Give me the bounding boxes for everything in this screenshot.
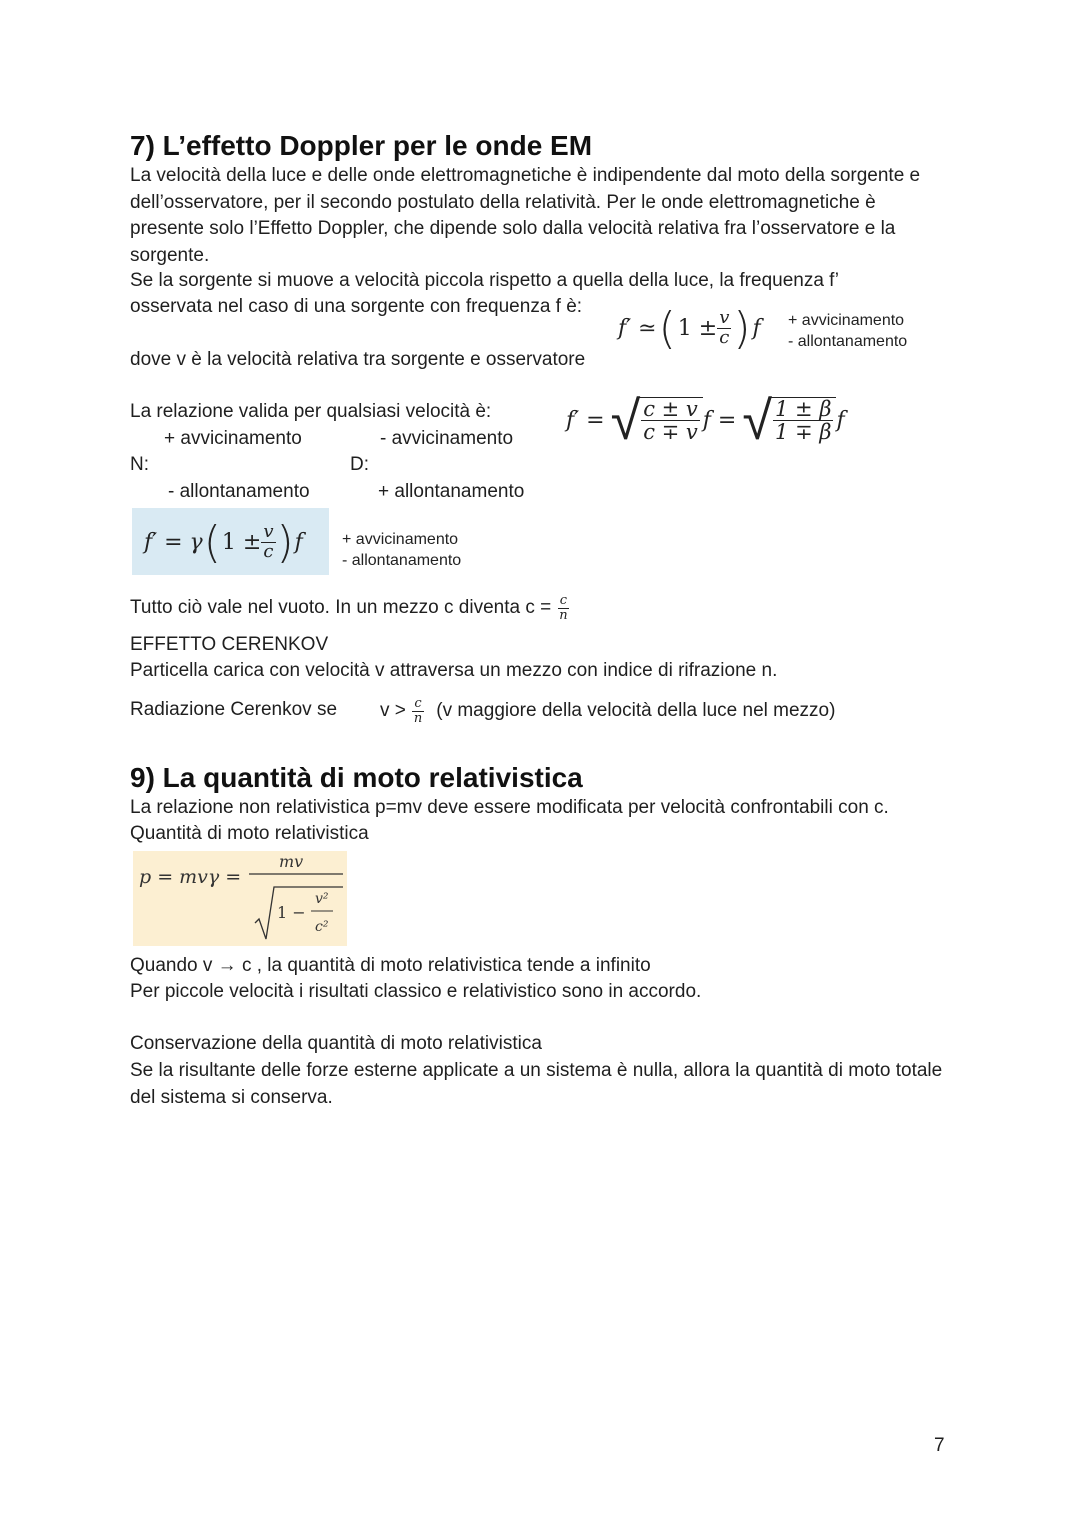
conservation-title: Conservazione della quantità di moto relativistica xyxy=(130,1033,542,1054)
svg-text:1 −: 1 − xyxy=(277,903,306,922)
numerator-minus-label: - allontanamento xyxy=(168,481,310,502)
numerator-plus-label: + avvicinamento xyxy=(164,428,302,449)
denominator-label: D: xyxy=(350,454,369,475)
cerenkov-condition xyxy=(380,697,835,725)
formula-sign-legend xyxy=(342,529,461,571)
section-9-title: 9) La quantità di moto relativistica xyxy=(130,762,583,793)
vacuum-note-text: Tutto ciò vale nel vuoto. In un mezzo c diventa c = xyxy=(130,597,552,619)
relative-velocity-note: dove v è la velocità relativa tra sorgente e osservatore xyxy=(130,349,586,370)
section-7-text-line: osservata nel caso di una sorgente con frequenza f è: xyxy=(130,296,583,317)
formula-sign-legend xyxy=(788,310,907,352)
cerenkov-title: EFFETTO CERENKOV xyxy=(130,634,329,655)
limit-note: Quando v → c , la quantità di moto relativistica tende a infinito xyxy=(130,955,651,976)
gamma-doppler-formula: f′ = γ ( 1 ± $\frac{v}{c}$ ) f xyxy=(144,516,303,568)
cerenkov-condition-text: v > xyxy=(380,700,406,722)
section-7-text-line: Se la sorgente si muove a velocità piccola rispetto a quella della luce, la frequenza f’ xyxy=(130,270,840,291)
sign-plus-label: + avvicinamento xyxy=(788,312,905,329)
cerenkov-text: Particella carica con velocità v attraversa un mezzo con indice di rifrazione n. xyxy=(130,660,778,681)
conservation-text: Se la risultante delle forze esterne applicate a un sistema è nulla, allora la quantità di moto totale del sistema si conserva. xyxy=(130,1060,943,1108)
denominator-plus-label: + allontanamento xyxy=(378,481,525,502)
general-relation-label: La relazione valida per qualsiasi velocità è: xyxy=(130,401,492,422)
c-over-n-fraction: $\frac{c}{n}$ xyxy=(413,696,423,726)
classic-agreement-note: Per piccole velocità i risultati classico e relativistico sono in accordo. xyxy=(130,981,702,1002)
doppler-approx-formula: f′ ≃ ( 1 ± $\frac{v}{c}$ ) f xyxy=(618,302,761,354)
relativistic-momentum-formula xyxy=(133,851,347,946)
section-7-paragraph: La velocità della luce e delle onde elettromagnetiche è indipendente dal moto della sorgente e dell’osservatore, per il secondo postulato della relatività. Per le onde elettromagnetiche è presente solo l’Effetto Doppler, che dipende solo dalla velocità relativa fra l’osservatore e la sorgente. xyxy=(130,165,921,266)
numerator-label: N: xyxy=(130,454,149,475)
sign-minus-label: - allontanamento xyxy=(342,552,462,569)
doppler-exact-formula: f′ = √ $\frac{c \pm v}{c \mp v}$ f = √ $\frac{1 \pm \beta}{1 \mp \beta}$ f xyxy=(566,388,845,452)
svg-text:p = mvγ =: p = mvγ = xyxy=(139,866,242,888)
section-9-text-line: Quantità di moto relativistica xyxy=(130,823,369,844)
section-7-title: 7) L’effetto Doppler per le onde EM xyxy=(130,130,593,161)
svg-text:v²: v² xyxy=(315,891,329,907)
cerenkov-condition-label: Radiazione Cerenkov se xyxy=(130,699,338,720)
svg-text:c²: c² xyxy=(315,919,329,935)
cerenkov-condition-note: (v maggiore della velocità della luce nel mezzo) xyxy=(436,700,836,722)
sign-minus-label: - allontanamento xyxy=(788,333,908,350)
vacuum-note xyxy=(130,594,570,622)
section-9-text-line: La relazione non relativistica p=mv deve essere modificata per velocità confrontabili con c. xyxy=(130,797,889,818)
page-number: 7 xyxy=(934,1435,945,1456)
sign-plus-label: + avvicinamento xyxy=(342,531,459,548)
svg-text:mv: mv xyxy=(279,852,304,871)
gamma-doppler-formula-box xyxy=(132,508,329,575)
relativistic-momentum-formula-box xyxy=(133,851,347,946)
c-over-n-fraction: $\frac{c}{n}$ xyxy=(559,593,568,623)
denominator-minus-label: - avvicinamento xyxy=(380,428,514,449)
